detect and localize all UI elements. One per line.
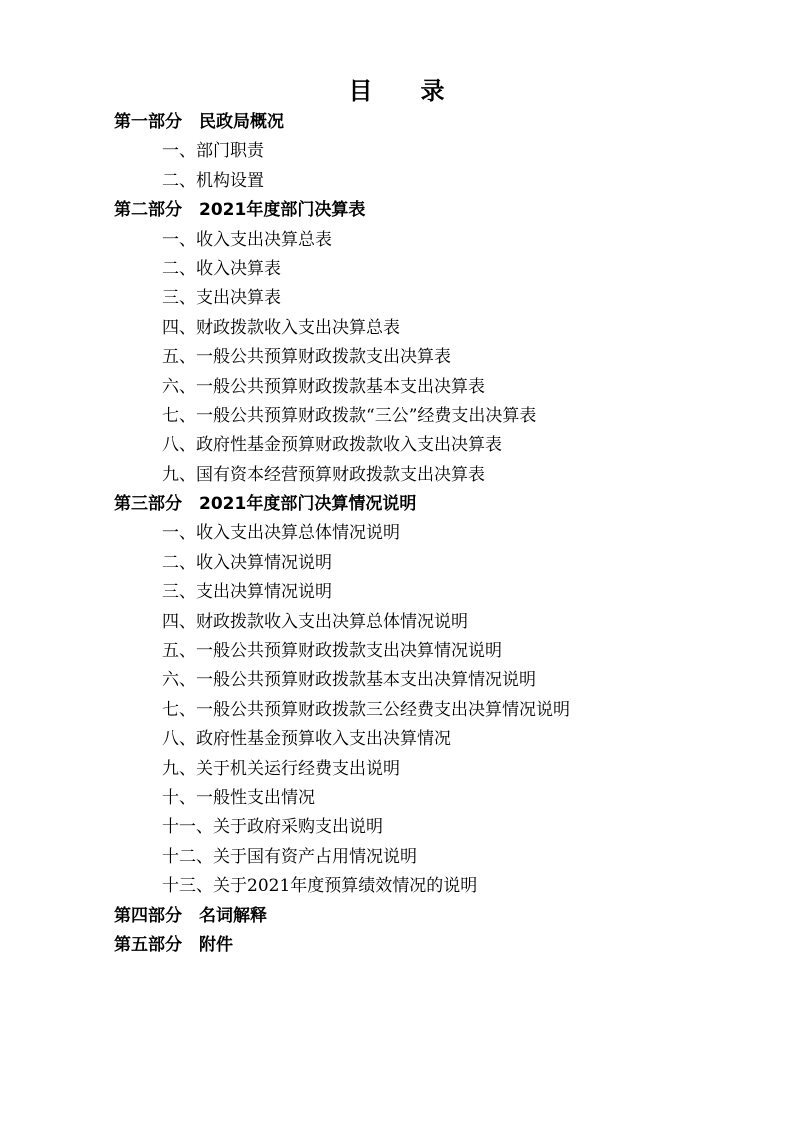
toc-entry: 七、一般公共预算财政拨款“三公”经费支出决算表 bbox=[162, 405, 537, 426]
toc-entry: 十、一般性支出情况 bbox=[162, 787, 315, 808]
toc-entry: 七、一般公共预算财政拨款三公经费支出决算情况说明 bbox=[162, 699, 570, 720]
toc-entry: 五、一般公共预算财政拨款支出决算情况说明 bbox=[162, 641, 502, 662]
toc-entry: 九、国有资本经营预算财政拨款支出决算表 bbox=[162, 464, 485, 485]
toc-entry: 十一、关于政府采购支出说明 bbox=[162, 817, 383, 838]
toc-part-heading: 第二部分 2021年度部门决算表 bbox=[114, 200, 366, 221]
toc-part-heading: 第四部分 名词解释 bbox=[114, 905, 267, 926]
toc-entry: 三、支出决算表 bbox=[162, 288, 281, 309]
toc-entry: 八、政府性基金预算收入支出决算情况 bbox=[162, 729, 451, 750]
toc-entry: 一、部门职责 bbox=[162, 141, 264, 162]
toc-entry: 一、收入支出决算总体情况说明 bbox=[162, 523, 400, 544]
toc-entry: 九、关于机关运行经费支出说明 bbox=[162, 758, 400, 779]
toc-entry: 六、一般公共预算财政拨款基本支出决算表 bbox=[162, 376, 485, 397]
toc-entry: 二、收入决算表 bbox=[162, 258, 281, 279]
toc-entry: 六、一般公共预算财政拨款基本支出决算情况说明 bbox=[162, 670, 536, 691]
toc-entry: 十二、关于国有资产占用情况说明 bbox=[162, 846, 417, 867]
toc-entry: 二、机构设置 bbox=[162, 170, 264, 191]
toc-entry: 二、收入决算情况说明 bbox=[162, 552, 332, 573]
toc-part-heading: 第三部分 2021年度部门决算情况说明 bbox=[114, 494, 417, 515]
toc-entry: 一、收入支出决算总表 bbox=[162, 229, 332, 250]
toc-entry: 四、财政拨款收入支出决算总表 bbox=[162, 317, 400, 338]
toc-entry: 五、一般公共预算财政拨款支出决算表 bbox=[162, 347, 451, 368]
toc-entry: 三、支出决算情况说明 bbox=[162, 582, 332, 603]
toc-entry: 十三、关于2021年度预算绩效情况的说明 bbox=[162, 876, 478, 897]
toc-part-heading: 第五部分 附件 bbox=[114, 934, 233, 955]
toc-entry: 四、财政拨款收入支出决算总体情况说明 bbox=[162, 611, 468, 632]
table-of-contents bbox=[0, 108, 793, 960]
toc-entry: 八、政府性基金预算财政拨款收入支出决算表 bbox=[162, 435, 502, 456]
toc-title: 目 录 bbox=[348, 77, 445, 105]
toc-part-heading: 第一部分 民政局概况 bbox=[114, 112, 284, 132]
